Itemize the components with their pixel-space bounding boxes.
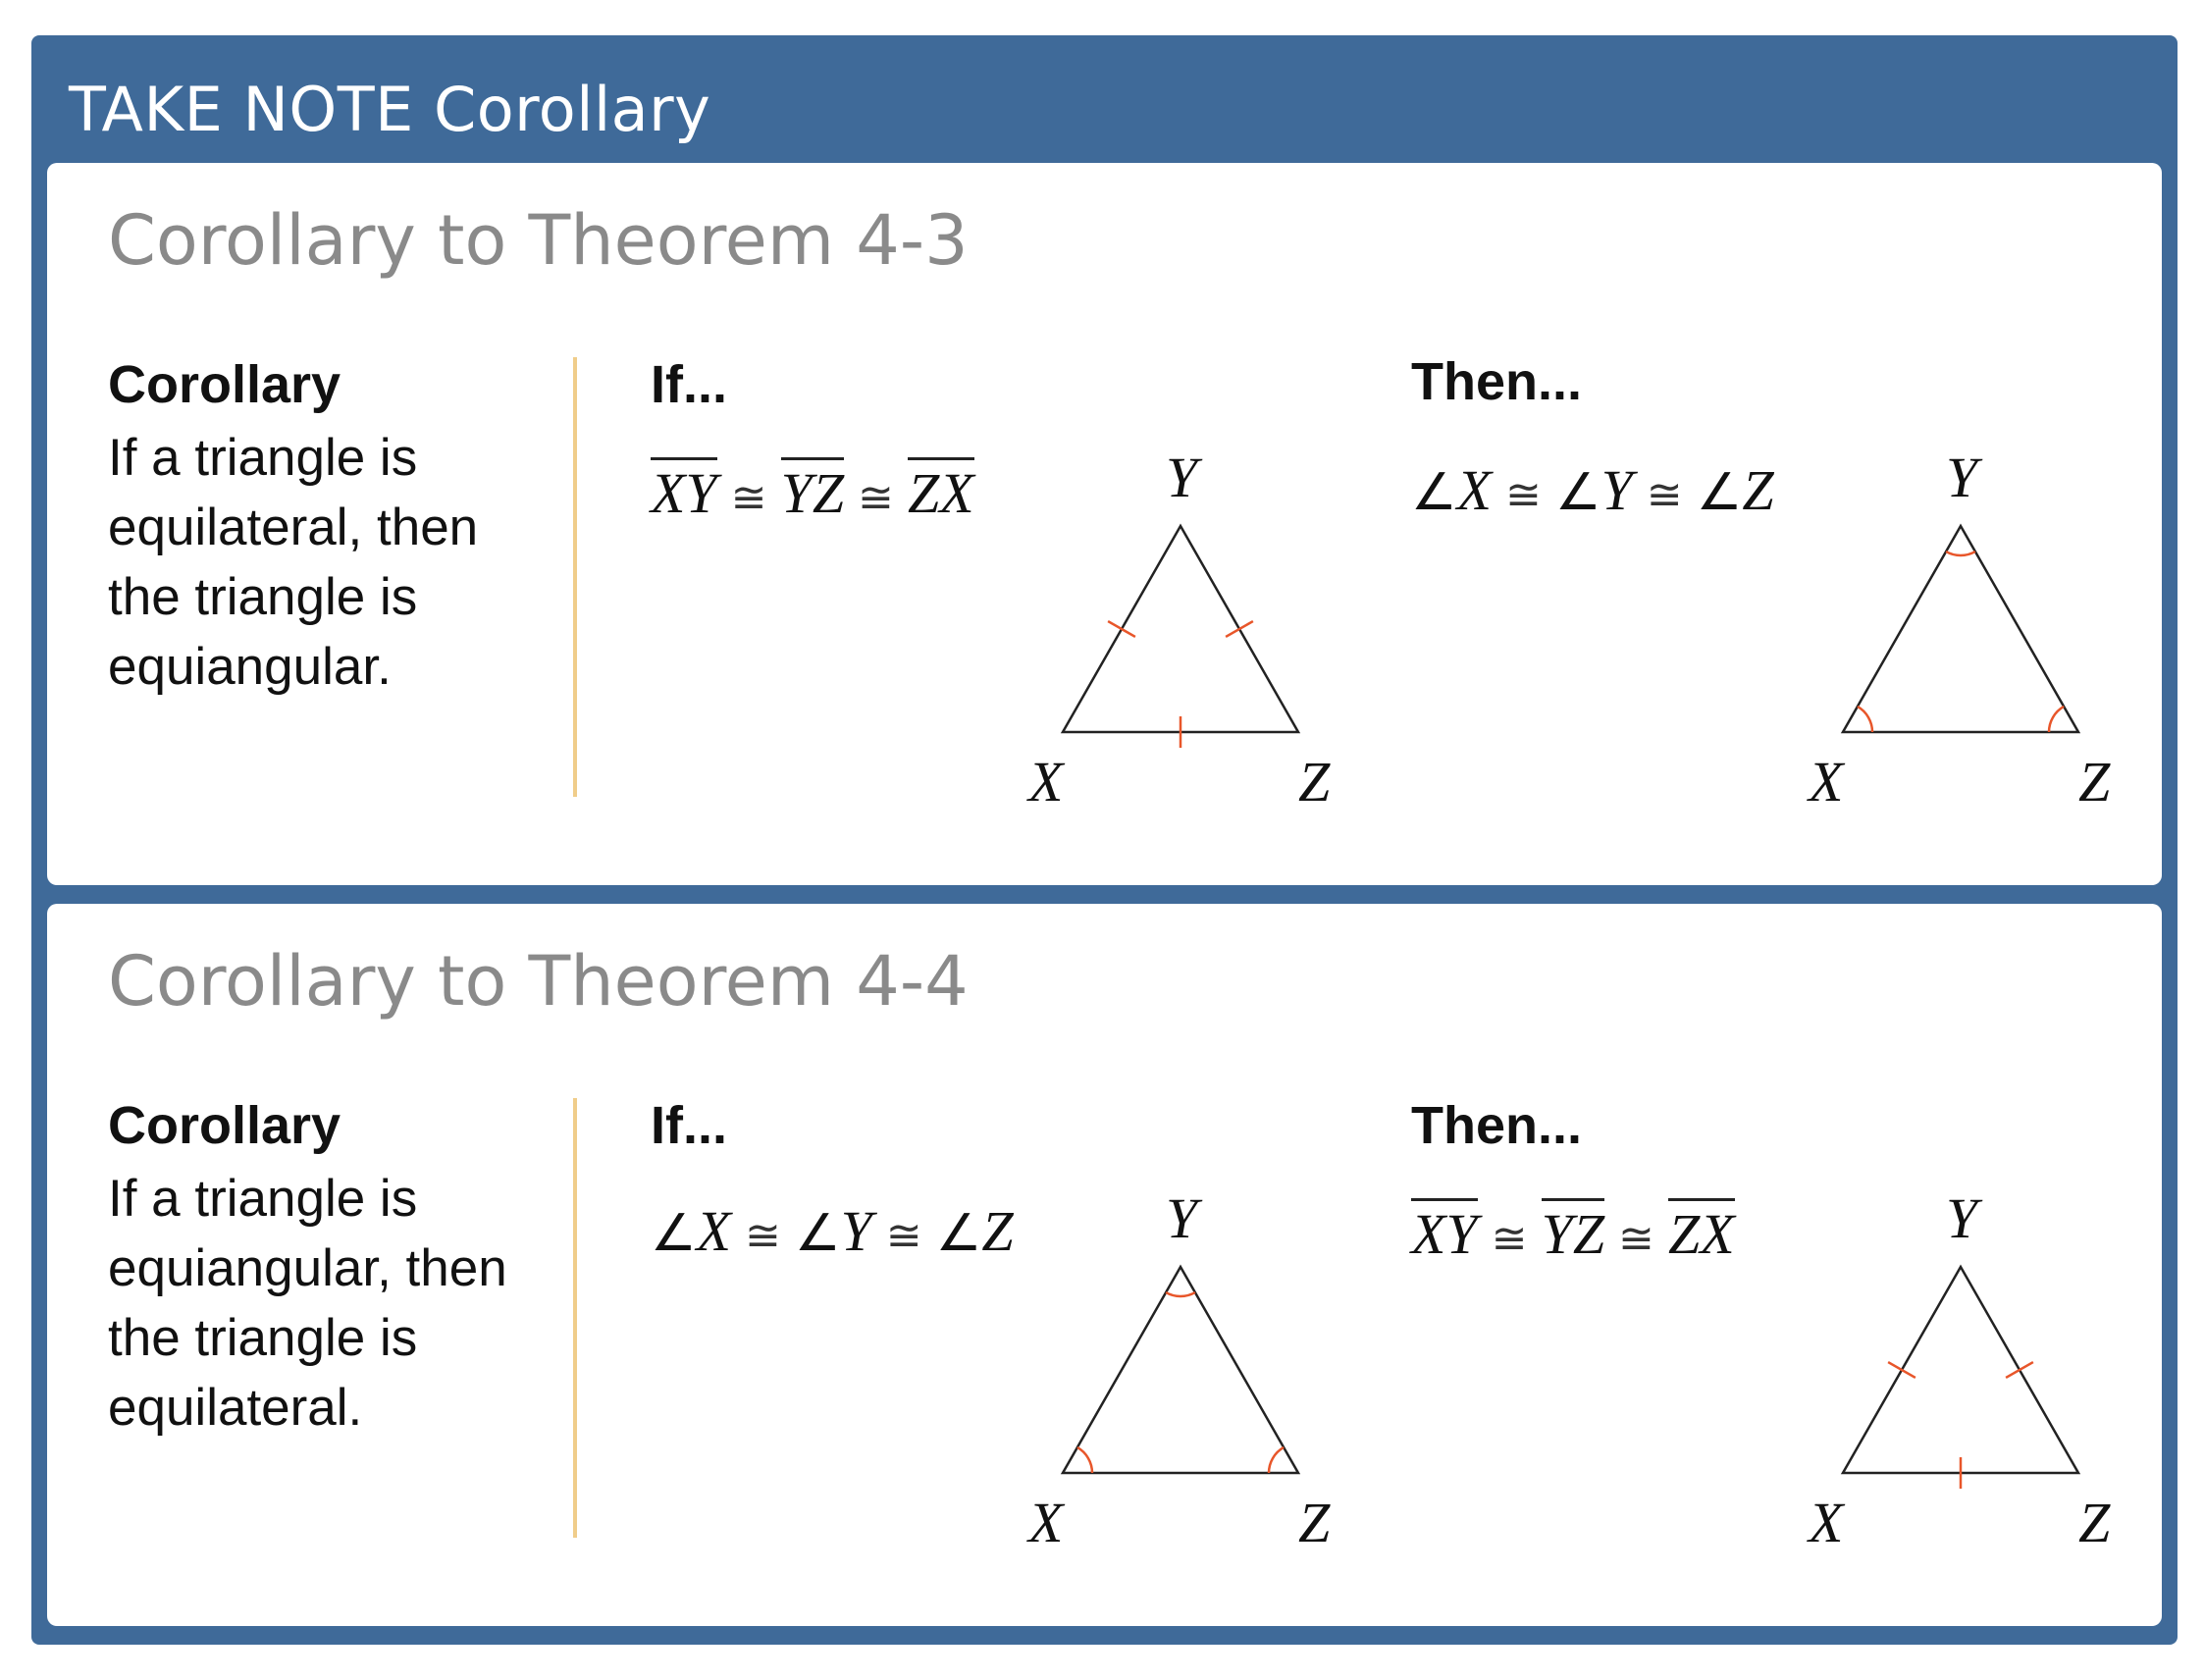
if-statement — [651, 457, 974, 526]
congruent-symbol: ≅ — [858, 473, 894, 523]
triangle-outline — [1843, 1267, 2078, 1473]
segment-term: YZ — [1542, 1198, 1605, 1266]
side-tick-marks — [1108, 621, 1253, 748]
triangle-outline — [1063, 1267, 1298, 1473]
tick-mark — [2006, 1362, 2033, 1378]
angle-term: ∠X — [651, 1199, 732, 1263]
triangle-figure-if — [1004, 447, 1357, 820]
angle-arc-marks — [1858, 551, 2064, 732]
angle-icon: ∠ — [1554, 463, 1601, 522]
then-statement — [1411, 1198, 1735, 1267]
if-statement — [651, 1198, 1014, 1264]
panel-title: Corollary to Theorem 4-4 — [108, 941, 969, 1022]
then-label: Then... — [1411, 1096, 1582, 1155]
column-divider — [573, 1098, 577, 1538]
congruent-symbol: ≅ — [1491, 1214, 1528, 1264]
angle-term: ∠Z — [1696, 458, 1774, 522]
segment-term: ZX — [908, 457, 974, 525]
take-note-box — [31, 35, 2178, 1645]
column-divider — [573, 357, 577, 797]
vertex-label-x: X — [1809, 1491, 1844, 1554]
tick-mark — [1108, 621, 1135, 637]
segment-term: XY — [1411, 1198, 1478, 1266]
corollary-text: If a triangle is equilateral, then the triangle is equiangular. — [108, 429, 479, 696]
banner-title: TAKE NOTE Corollary — [69, 74, 711, 145]
congruent-symbol: ≅ — [1618, 1214, 1654, 1264]
vertex-label-y: Y — [1166, 446, 1198, 509]
angle-icon: ∠ — [651, 1204, 697, 1263]
tick-mark — [1888, 1362, 1915, 1378]
angle-term: ∠X — [1411, 458, 1493, 522]
vertex-label-z: Z — [1298, 1491, 1331, 1554]
angle-arc — [1269, 1447, 1284, 1473]
angle-arc — [1946, 551, 1975, 555]
segment-term: XY — [651, 457, 717, 525]
angle-arc — [2049, 707, 2064, 732]
if-label: If... — [651, 355, 727, 414]
tick-mark — [1226, 621, 1253, 637]
congruent-symbol: ≅ — [730, 473, 767, 523]
triangle-figure-then — [1784, 447, 2137, 820]
angle-arc — [1166, 1292, 1195, 1296]
triangle-figure-then — [1784, 1188, 2137, 1561]
then-label: Then... — [1411, 352, 1582, 411]
vertex-label-y: Y — [1946, 446, 1978, 509]
vertex-label-y: Y — [1166, 1186, 1198, 1250]
angle-term: ∠Z — [935, 1199, 1014, 1263]
corollary-label: Corollary — [108, 355, 341, 414]
congruent-symbol: ≅ — [885, 1211, 922, 1261]
segment-term: YZ — [781, 457, 845, 525]
if-label: If... — [651, 1096, 727, 1155]
vertex-label-x: X — [1028, 1491, 1064, 1554]
angle-icon: ∠ — [935, 1204, 982, 1263]
angle-arc-marks — [1077, 1292, 1284, 1473]
vertex-label-z: Z — [2078, 750, 2111, 814]
vertex-label-z: Z — [1298, 750, 1331, 814]
angle-term: ∠Y — [794, 1199, 872, 1263]
triangle-outline — [1843, 526, 2078, 732]
angle-arc — [1858, 707, 1872, 732]
congruent-symbol: ≅ — [745, 1211, 781, 1261]
vertex-label-x: X — [1028, 750, 1064, 814]
panel-theorem-4-4 — [47, 904, 2162, 1626]
side-tick-marks — [1888, 1362, 2033, 1489]
then-statement — [1411, 457, 1774, 523]
segment-term: ZX — [1668, 1198, 1735, 1266]
triangle-outline — [1063, 526, 1298, 732]
angle-arc — [1077, 1447, 1092, 1473]
vertex-label-z: Z — [2078, 1491, 2111, 1554]
corollary-label: Corollary — [108, 1096, 341, 1155]
angle-icon: ∠ — [794, 1204, 841, 1263]
panel-title: Corollary to Theorem 4-3 — [108, 200, 969, 281]
angle-term: ∠Y — [1554, 458, 1633, 522]
congruent-symbol: ≅ — [1505, 470, 1542, 520]
angle-icon: ∠ — [1696, 463, 1743, 522]
panel-theorem-4-3 — [47, 163, 2162, 885]
congruent-symbol: ≅ — [1646, 470, 1683, 520]
triangle-figure-if — [1004, 1188, 1357, 1561]
corollary-text: If a triangle is equiangular, then the triangle is equilateral. — [108, 1170, 507, 1437]
angle-icon: ∠ — [1411, 463, 1457, 522]
vertex-label-x: X — [1809, 750, 1844, 814]
vertex-label-y: Y — [1946, 1186, 1978, 1250]
